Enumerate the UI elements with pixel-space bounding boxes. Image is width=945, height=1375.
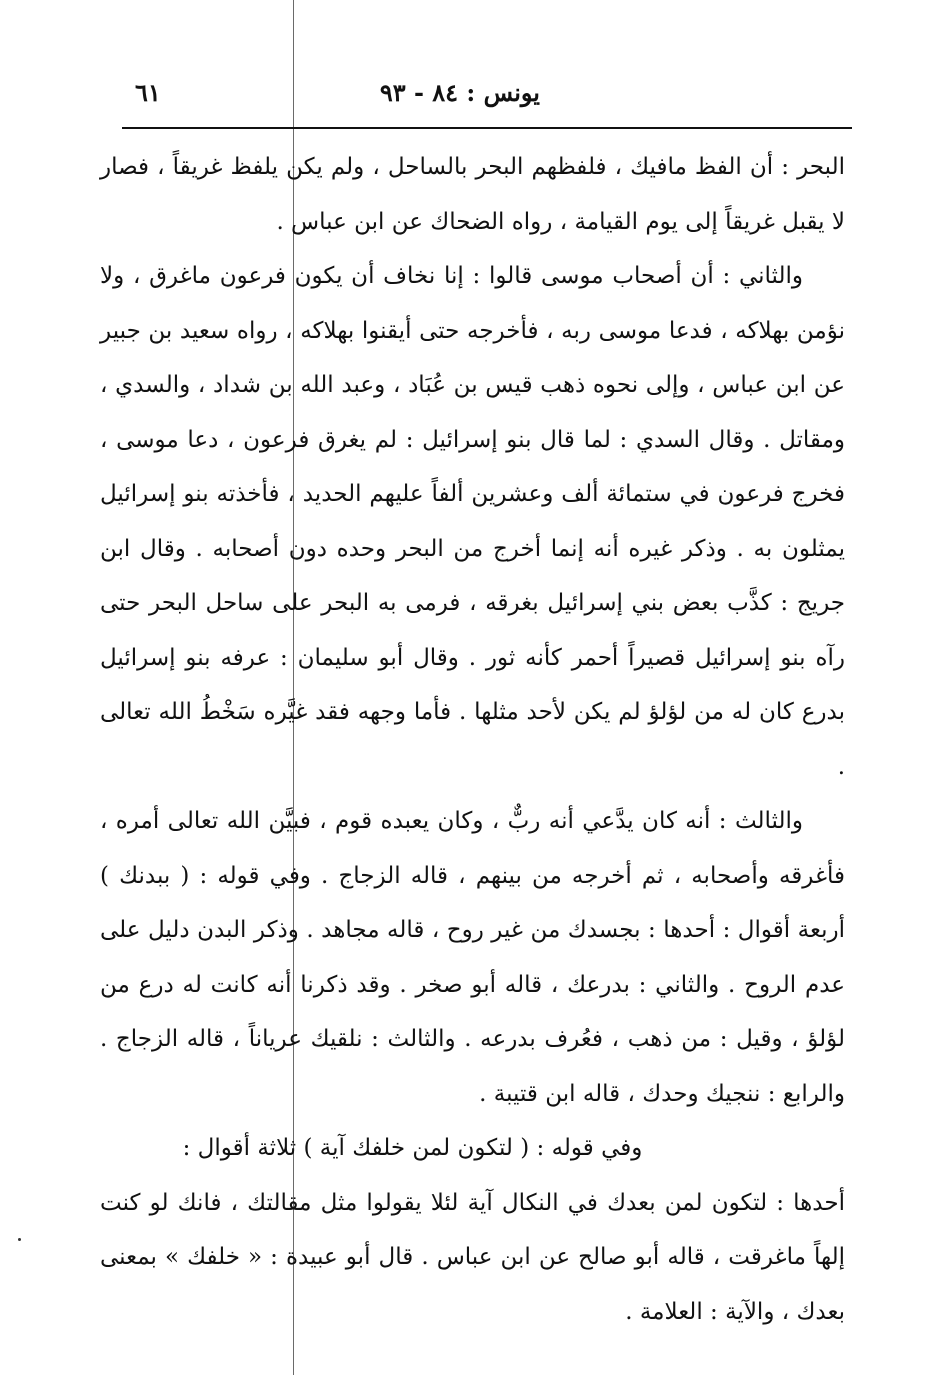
paragraph-1: البحر : أن الفظ مافيك ، فلفظهم البحر بالساحل ، ولم يكن يلفظ غريقاً ، فصار لا يقبل غريقاً إلى يوم القيامة ، رواه الضحاك عن ابن عباس . xyxy=(100,154,845,235)
header-rule xyxy=(122,127,852,129)
page-number: ٦١ xyxy=(135,78,161,107)
body-text xyxy=(100,140,845,1339)
paragraph-2: والثاني : أن أصحاب موسى قالوا : إنا نخاف أن يكون فرعون ماغرق ، ولا نؤمن بهلاكه ، فدعا موسى ربه ، فأخرجه حتى أيقنوا بهلاكه ، رواه سعيد بن جبير عن ابن عباس ، وإلى نحوه ذهب قيس بن عُبَاد ، وعبد الله بن شداد ، والسدي ، ومقاتل . وقال السدي : لما قال بنو إسرائيل : لم يغرق فرعون ، دعا موسى ، فخرج فرعون في ستمائة ألف وعشرين ألفاً عليهم الحديد ، فأخذته بنو إسرائيل يمثلون به . وذكر غيره أنه إنما أخرج من البحر وحده دون أصحابه . وقال ابن جريج : كذَّب بعض بني إسرائيل بغرقه ، فرمى به البحر على ساحل البحر حتى رآه بنو إسرائيل قصيراً أحمر كأنه ثور . وقال أبو سليمان : عرفه بنو إسرائيل بدرع كان له من لؤلؤ لم يكن لأحد مثلها . فأما وجهه فقد غيَّره سَخْطُ الله تعالى . xyxy=(100,263,845,780)
scan-speck xyxy=(18,1238,21,1241)
paragraph-4: وفي قوله : ( لتكون لمن خلفك آية ) ثلاثة أقوال : xyxy=(182,1135,643,1161)
paragraph-3: والثالث : أنه كان يدَّعي أنه ربٌّ ، وكان يعبده قوم ، فبيَّن الله تعالى أمره ، فأغرقه وأصحابه ، ثم أخرجه من بينهم ، قاله الزجاج . وفي قوله : ( ببدنك ) أربعة أقوال : أحدها : بجسدك من غير روح ، قاله مجاهد . وذكر البدن دليل على عدم الروح . والثاني : بدرعك ، قاله أبو صخر . وقد ذكرنا أنه كانت له درع من لؤلؤ ، وقيل : من ذهب ، فعُرف بدرعه . والثالث : نلقيك عرياناً ، قاله الزجاج . والرابع : ننجيك وحدك ، قاله ابن قتيبة . xyxy=(100,808,845,1107)
running-title: يونس : ٨٤ - ٩٣ xyxy=(379,78,540,107)
page-header xyxy=(110,78,870,118)
paragraph-5: أحدها : لتكون لمن بعدك في النكال آية لئلا يقولوا مثل مقالتك ، فانك لو كنت إلهاً ماغرقت ، قاله أبو صالح عن ابن عباس . قال أبو عبيدة : « خلفك » بمعنى بعدك ، والآية : العلامة . xyxy=(100,1189,845,1325)
